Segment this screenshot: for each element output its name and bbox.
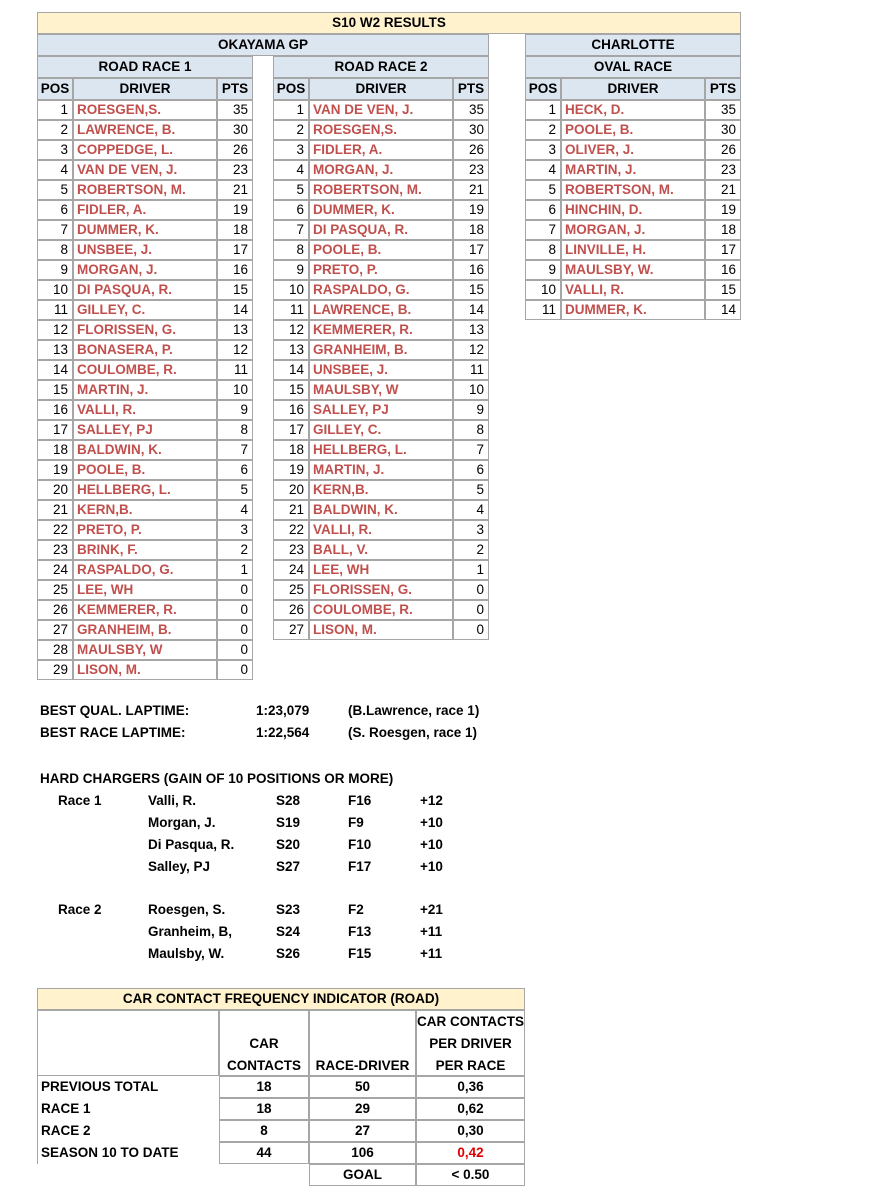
race1-header-pos: POS (37, 78, 73, 100)
race1-driver: FLORISSEN, G. (73, 320, 217, 340)
oval-driver: DUMMER, K. (561, 300, 705, 320)
race2-pts: 5 (453, 480, 489, 500)
race2-pos: 7 (273, 220, 309, 240)
race2-driver: LISON, M. (309, 620, 453, 640)
race1-pts: 26 (217, 140, 253, 160)
race2-driver: FIDLER, A. (309, 140, 453, 160)
race2-pos: 3 (273, 140, 309, 160)
race1-pts: 12 (217, 340, 253, 360)
race2-pos: 20 (273, 480, 309, 500)
oval-driver: OLIVER, J. (561, 140, 705, 160)
race1-driver: COPPEDGE, L. (73, 140, 217, 160)
oval-driver: POOLE, B. (561, 120, 705, 140)
race2-driver: KEMMERER, R. (309, 320, 453, 340)
race2-pts: 0 (453, 600, 489, 620)
contact-race-driver: 50 (309, 1076, 416, 1098)
race1-pts: 0 (217, 580, 253, 600)
oval-pts: 23 (705, 160, 741, 180)
okayama-venue-header: OKAYAMA GP (37, 34, 489, 56)
charger-driver: Granheim, B, (148, 924, 233, 939)
race2-driver: MAULSBY, W (309, 380, 453, 400)
race2-pts: 9 (453, 400, 489, 420)
race2-driver: FLORISSEN, G. (309, 580, 453, 600)
charger-finish: F13 (348, 924, 372, 939)
charger-driver: Maulsby, W. (148, 946, 225, 961)
results-title: S10 W2 RESULTS (37, 12, 741, 34)
race1-pos: 16 (37, 400, 73, 420)
race2-pts: 0 (453, 620, 489, 640)
contact-header-car-contacts (219, 1010, 309, 1076)
race1-pos: 15 (37, 380, 73, 400)
race1-driver: GRANHEIM, B. (73, 620, 217, 640)
race1-pts: 30 (217, 120, 253, 140)
race2-pos: 27 (273, 620, 309, 640)
race2-pos: 24 (273, 560, 309, 580)
contact-race-driver: 27 (309, 1120, 416, 1142)
race1-driver: FIDLER, A. (73, 200, 217, 220)
race1-pos: 26 (37, 600, 73, 620)
race1-pts: 0 (217, 660, 253, 680)
race1-driver: VAN DE VEN, J. (73, 160, 217, 180)
race2-driver: BALDWIN, K. (309, 500, 453, 520)
oval-header-driver: DRIVER (561, 78, 705, 100)
best-qual-time: 1:23,079 (256, 703, 310, 718)
race2-pts: 30 (453, 120, 489, 140)
race1-driver: ROESGEN,S. (73, 100, 217, 120)
race2-pos: 25 (273, 580, 309, 600)
race2-pts: 23 (453, 160, 489, 180)
race2-pos: 10 (273, 280, 309, 300)
race2-driver: VAN DE VEN, J. (309, 100, 453, 120)
best-qual-note: (B.Lawrence, race 1) (348, 703, 480, 718)
race1-pos: 6 (37, 200, 73, 220)
race2-pos: 9 (273, 260, 309, 280)
race1-pts: 4 (217, 500, 253, 520)
race1-driver: MAULSBY, W (73, 640, 217, 660)
race1-pos: 18 (37, 440, 73, 460)
race2-pos: 4 (273, 160, 309, 180)
race2-pts: 26 (453, 140, 489, 160)
race2-driver: MORGAN, J. (309, 160, 453, 180)
oval-driver: MARTIN, J. (561, 160, 705, 180)
oval-driver: MORGAN, J. (561, 220, 705, 240)
race2-pts: 16 (453, 260, 489, 280)
race1-pts: 14 (217, 300, 253, 320)
race2-pts: 2 (453, 540, 489, 560)
race2-driver: DUMMER, K. (309, 200, 453, 220)
race1-driver: DUMMER, K. (73, 220, 217, 240)
race2-pos: 11 (273, 300, 309, 320)
oval-driver: VALLI, R. (561, 280, 705, 300)
oval-pts: 35 (705, 100, 741, 120)
oval-pts: 15 (705, 280, 741, 300)
race2-driver: HELLBERG, L. (309, 440, 453, 460)
race1-pts: 16 (217, 260, 253, 280)
race2-pts: 18 (453, 220, 489, 240)
race1-header-driver: DRIVER (73, 78, 217, 100)
race1-pts: 1 (217, 560, 253, 580)
race2-pts: 21 (453, 180, 489, 200)
race2-pos: 12 (273, 320, 309, 340)
race2-driver: UNSBEE, J. (309, 360, 453, 380)
contact-race-driver: 106 (309, 1142, 416, 1164)
contact-row-label: RACE 1 (37, 1098, 219, 1120)
race1-pos: 10 (37, 280, 73, 300)
race1-pos: 27 (37, 620, 73, 640)
contact-row-label: PREVIOUS TOTAL (37, 1076, 219, 1098)
best-race-note: (S. Roesgen, race 1) (348, 725, 478, 740)
race1-pos: 23 (37, 540, 73, 560)
race1-pts: 10 (217, 380, 253, 400)
charger-race-label: Race 1 (58, 793, 102, 808)
race1-driver: GILLEY, C. (73, 300, 217, 320)
best-race-time: 1:22,564 (256, 725, 310, 740)
race1-pts: 21 (217, 180, 253, 200)
race2-driver: VALLI, R. (309, 520, 453, 540)
oval-pos: 10 (525, 280, 561, 300)
race1-driver: KERN,B. (73, 500, 217, 520)
race2-pos: 22 (273, 520, 309, 540)
charger-gain: +11 (420, 924, 443, 939)
race2-pts: 0 (453, 580, 489, 600)
race2-pos: 6 (273, 200, 309, 220)
race2-driver: LAWRENCE, B. (309, 300, 453, 320)
contact-header-line: CAR CONTACTS (417, 1014, 524, 1029)
contact-goal-value: < 0.50 (416, 1164, 525, 1186)
contact-ratio: 0,42 (416, 1142, 525, 1164)
oval-header-pts: PTS (705, 78, 741, 100)
race2-driver: MARTIN, J. (309, 460, 453, 480)
race2-driver: GRANHEIM, B. (309, 340, 453, 360)
race2-pts: 35 (453, 100, 489, 120)
oval-pos: 11 (525, 300, 561, 320)
contact-header-line: PER RACE (435, 1058, 506, 1073)
charger-start: S19 (276, 815, 301, 830)
race2-driver: PRETO, P. (309, 260, 453, 280)
race2-pts: 15 (453, 280, 489, 300)
charger-driver: Di Pasqua, R. (148, 837, 235, 852)
race1-pts: 9 (217, 400, 253, 420)
charger-start: S23 (276, 902, 301, 917)
race1-pos: 9 (37, 260, 73, 280)
race1-driver: BONASERA, P. (73, 340, 217, 360)
race1-pts: 18 (217, 220, 253, 240)
oval-driver: LINVILLE, H. (561, 240, 705, 260)
charger-finish: F15 (348, 946, 372, 961)
charger-start: S24 (276, 924, 301, 939)
race2-pos: 13 (273, 340, 309, 360)
charger-finish: F9 (348, 815, 364, 830)
oval-pts: 18 (705, 220, 741, 240)
race1-pts: 0 (217, 620, 253, 640)
charger-driver: Roesgen, S. (148, 902, 226, 917)
oval-pos: 8 (525, 240, 561, 260)
race2-header-pts: PTS (453, 78, 489, 100)
contact-ratio: 0,30 (416, 1120, 525, 1142)
oval-driver: HINCHIN, D. (561, 200, 705, 220)
oval-pts: 19 (705, 200, 741, 220)
oval-pts: 17 (705, 240, 741, 260)
contact-race-driver: 29 (309, 1098, 416, 1120)
charger-start: S27 (276, 859, 301, 874)
charger-gain: +10 (420, 837, 443, 852)
contact-ratio: 0,62 (416, 1098, 525, 1120)
race2-driver: KERN,B. (309, 480, 453, 500)
charger-gain: +10 (420, 815, 443, 830)
oval-pts: 21 (705, 180, 741, 200)
race1-driver: POOLE, B. (73, 460, 217, 480)
contact-row-label: SEASON 10 TO DATE (37, 1142, 219, 1164)
race1-driver: SALLEY, PJ (73, 420, 217, 440)
race2-pts: 8 (453, 420, 489, 440)
race1-pos: 11 (37, 300, 73, 320)
oval-pos: 2 (525, 120, 561, 140)
race1-title: ROAD RACE 1 (37, 56, 253, 78)
race2-pts: 3 (453, 520, 489, 540)
oval-driver: MAULSBY, W. (561, 260, 705, 280)
charger-start: S26 (276, 946, 301, 961)
oval-race-title: OVAL RACE (525, 56, 741, 78)
race2-driver: LEE, WH (309, 560, 453, 580)
race2-driver: RASPALDO, G. (309, 280, 453, 300)
race2-pos: 2 (273, 120, 309, 140)
race2-pts: 7 (453, 440, 489, 460)
charger-gain: +12 (420, 793, 443, 808)
race2-pos: 26 (273, 600, 309, 620)
race2-driver: GILLEY, C. (309, 420, 453, 440)
race1-pts: 15 (217, 280, 253, 300)
race1-pos: 3 (37, 140, 73, 160)
race1-driver: DI PASQUA, R. (73, 280, 217, 300)
charger-driver: Morgan, J. (148, 815, 216, 830)
oval-pos: 4 (525, 160, 561, 180)
race1-pos: 20 (37, 480, 73, 500)
race2-pos: 19 (273, 460, 309, 480)
race1-pos: 24 (37, 560, 73, 580)
oval-pos: 3 (525, 140, 561, 160)
race2-header-pos: POS (273, 78, 309, 100)
contact-header-race-driver: RACE-DRIVER (309, 1010, 416, 1076)
race1-pos: 1 (37, 100, 73, 120)
race2-pos: 17 (273, 420, 309, 440)
race1-pts: 13 (217, 320, 253, 340)
oval-pos: 6 (525, 200, 561, 220)
race2-pts: 10 (453, 380, 489, 400)
race1-pts: 6 (217, 460, 253, 480)
race1-pos: 29 (37, 660, 73, 680)
contact-header-line: CONTACTS (227, 1058, 301, 1073)
race1-pts: 8 (217, 420, 253, 440)
oval-pos: 1 (525, 100, 561, 120)
race1-pts: 35 (217, 100, 253, 120)
race2-pts: 14 (453, 300, 489, 320)
contact-header-line: CAR (249, 1036, 279, 1051)
race1-driver: RASPALDO, G. (73, 560, 217, 580)
race1-driver: PRETO, P. (73, 520, 217, 540)
oval-pts: 26 (705, 140, 741, 160)
race2-pos: 16 (273, 400, 309, 420)
race1-pts: 7 (217, 440, 253, 460)
race1-pos: 19 (37, 460, 73, 480)
race1-driver: VALLI, R. (73, 400, 217, 420)
race1-pts: 3 (217, 520, 253, 540)
oval-pos: 9 (525, 260, 561, 280)
charlotte-venue-header: CHARLOTTE (525, 34, 741, 56)
charger-race-label: Race 2 (58, 902, 102, 917)
charger-gain: +21 (420, 902, 443, 917)
race2-pts: 12 (453, 340, 489, 360)
contact-car-contacts: 18 (219, 1076, 309, 1098)
charger-driver: Salley, PJ (148, 859, 211, 874)
race1-driver: MORGAN, J. (73, 260, 217, 280)
oval-pts: 14 (705, 300, 741, 320)
contact-car-contacts: 44 (219, 1142, 309, 1164)
race1-pos: 25 (37, 580, 73, 600)
oval-pos: 5 (525, 180, 561, 200)
race2-pts: 17 (453, 240, 489, 260)
race1-driver: KEMMERER, R. (73, 600, 217, 620)
race1-pts: 23 (217, 160, 253, 180)
race2-pos: 21 (273, 500, 309, 520)
race2-pts: 19 (453, 200, 489, 220)
race2-pos: 18 (273, 440, 309, 460)
race2-header-driver: DRIVER (309, 78, 453, 100)
contact-car-contacts: 8 (219, 1120, 309, 1142)
charger-gain: +11 (420, 946, 443, 961)
race1-pos: 22 (37, 520, 73, 540)
race1-driver: ROBERTSON, M. (73, 180, 217, 200)
race1-pos: 7 (37, 220, 73, 240)
hard-chargers-title: HARD CHARGERS (GAIN OF 10 POSITIONS OR MORE) (40, 771, 394, 786)
race1-driver: MARTIN, J. (73, 380, 217, 400)
best-qual-label: BEST QUAL. LAPTIME: (40, 703, 190, 718)
contact-car-contacts: 18 (219, 1098, 309, 1120)
race2-pos: 14 (273, 360, 309, 380)
race1-pos: 12 (37, 320, 73, 340)
contact-title: CAR CONTACT FREQUENCY INDICATOR (ROAD) (37, 988, 525, 1010)
race1-pos: 4 (37, 160, 73, 180)
race1-driver: BRINK, F. (73, 540, 217, 560)
race1-pts: 2 (217, 540, 253, 560)
charger-finish: F17 (348, 859, 372, 874)
race1-driver: COULOMBE, R. (73, 360, 217, 380)
oval-pts: 16 (705, 260, 741, 280)
race2-driver: ROBERTSON, M. (309, 180, 453, 200)
charger-finish: F2 (348, 902, 364, 917)
charger-driver: Valli, R. (148, 793, 197, 808)
race1-pos: 17 (37, 420, 73, 440)
race1-pos: 21 (37, 500, 73, 520)
charger-start: S20 (276, 837, 301, 852)
contact-header-per-race (416, 1010, 525, 1076)
best-race-label: BEST RACE LAPTIME: (40, 725, 186, 740)
oval-header-pos: POS (525, 78, 561, 100)
race1-driver: BALDWIN, K. (73, 440, 217, 460)
race1-driver: UNSBEE, J. (73, 240, 217, 260)
race1-pos: 28 (37, 640, 73, 660)
contact-ratio: 0,36 (416, 1076, 525, 1098)
race1-pos: 13 (37, 340, 73, 360)
race2-pos: 15 (273, 380, 309, 400)
race2-driver: ROESGEN,S. (309, 120, 453, 140)
charger-finish: F10 (348, 837, 372, 852)
race1-pts: 0 (217, 640, 253, 660)
race1-pts: 0 (217, 600, 253, 620)
race2-driver: DI PASQUA, R. (309, 220, 453, 240)
contact-header-blank (37, 1010, 219, 1076)
race1-driver: LEE, WH (73, 580, 217, 600)
charger-gain: +10 (420, 859, 443, 874)
oval-pos: 7 (525, 220, 561, 240)
contact-goal-label: GOAL (309, 1164, 416, 1186)
race1-driver: LAWRENCE, B. (73, 120, 217, 140)
race1-pos: 5 (37, 180, 73, 200)
race1-driver: HELLBERG, L. (73, 480, 217, 500)
charger-finish: F16 (348, 793, 372, 808)
contact-left-border (37, 1010, 38, 1164)
race1-pos: 8 (37, 240, 73, 260)
race2-driver: COULOMBE, R. (309, 600, 453, 620)
race2-pts: 4 (453, 500, 489, 520)
oval-driver: HECK, D. (561, 100, 705, 120)
race1-pts: 11 (217, 360, 253, 380)
race2-pts: 11 (453, 360, 489, 380)
contact-row-label: RACE 2 (37, 1120, 219, 1142)
contact-header-line: PER DRIVER (429, 1036, 512, 1051)
charger-start: S28 (276, 793, 301, 808)
race1-pts: 19 (217, 200, 253, 220)
race1-driver: LISON, M. (73, 660, 217, 680)
race2-title: ROAD RACE 2 (273, 56, 489, 78)
race2-pts: 1 (453, 560, 489, 580)
race2-driver: BALL, V. (309, 540, 453, 560)
race2-pts: 6 (453, 460, 489, 480)
oval-driver: ROBERTSON, M. (561, 180, 705, 200)
race2-pos: 1 (273, 100, 309, 120)
oval-pts: 30 (705, 120, 741, 140)
race1-pts: 5 (217, 480, 253, 500)
race2-driver: POOLE, B. (309, 240, 453, 260)
race2-pts: 13 (453, 320, 489, 340)
race2-driver: SALLEY, PJ (309, 400, 453, 420)
race1-header-pts: PTS (217, 78, 253, 100)
race2-pos: 23 (273, 540, 309, 560)
race1-pos: 2 (37, 120, 73, 140)
race2-pos: 5 (273, 180, 309, 200)
race1-pts: 17 (217, 240, 253, 260)
race1-pos: 14 (37, 360, 73, 380)
race2-pos: 8 (273, 240, 309, 260)
